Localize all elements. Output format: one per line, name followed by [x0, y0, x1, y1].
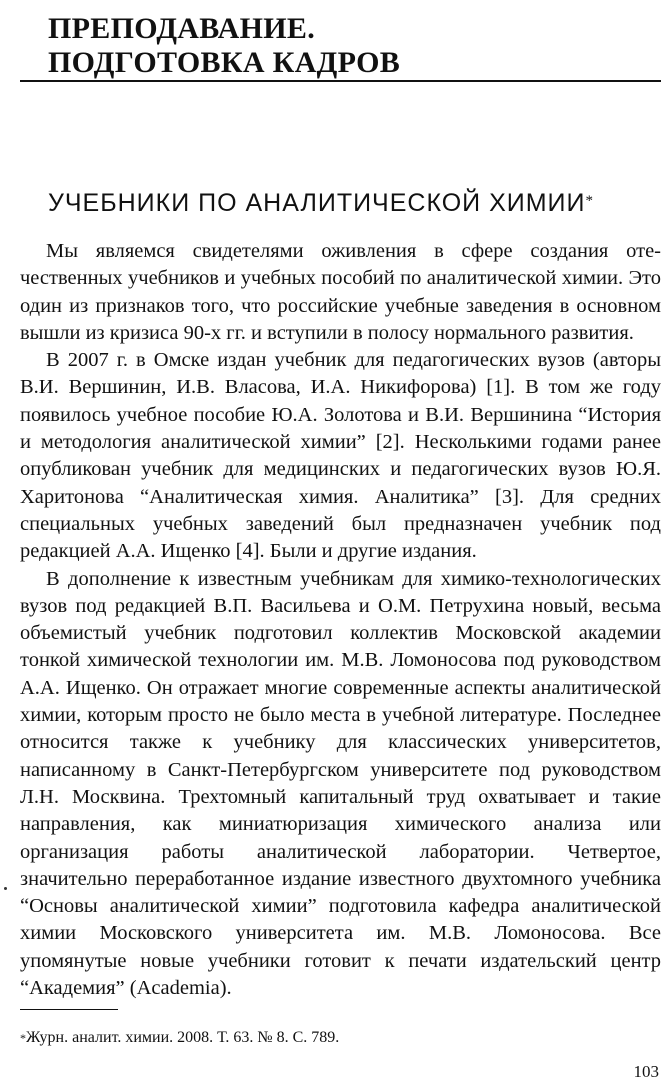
footnote-marker: * — [20, 1031, 26, 1045]
header-rule — [20, 80, 661, 82]
article-title — [48, 188, 658, 218]
section-title-line-1: ПРЕПОДАВАНИЕ. — [48, 12, 316, 45]
section-header — [48, 12, 648, 80]
article-title-footnote-marker: * — [585, 193, 594, 209]
footnote-text: Журн. аналит. химии. 2008. Т. 63. № 8. С. 789. — [26, 1029, 340, 1046]
paragraph-3: В дополнение к известным учебникам для химико-технологических вузов под редакцией В.П. Васильева и О.М. Петрухина новый, весьма объемистый учебник подготовил коллектив Московской академии тонкой химической технологии им. М.В. Ломоносова под руководством А.А. Ищенко. Он отражает многие современные аспекты аналитической химии, которым просто не было места в учебной литературе. Последнее относится также к учебнику для классических университетов, написанному в Санкт-Петербургском университете под руководством Л.Н. Москвина. Трехтомный капитальный труд охватывает и такие направления, как миниатюризация химического анализа или организация работы аналитической лаборатории. Четвертое, значительно переработанное издание известного двухтомного учебника “Основы аналитической химии” подготовила кафедра аналитической химии Московского университета им. М.В. Ломоносова. Все упомянутые новые учебники готовит к печати издательский центр “Академия” (Academia). — [20, 567, 661, 1000]
paragraph-1: Мы являемся свидетелями оживления в сфере создания отечественных учебников и учебных пособий по аналитической химии. Это один из признаков того, что российские учебные заведения в основном вышли из кризиса 90-х гг. и вступили в полосу нормального развития. — [20, 240, 661, 344]
footnote — [20, 1028, 339, 1048]
article-title-text: УЧЕБНИКИ ПО АНАЛИТИЧЕСКОЙ ХИМИИ — [48, 189, 586, 217]
margin-mark — [4, 887, 7, 890]
paragraph-2: В 2007 г. в Омске издан учебник для педагогических вузов (авторы В.И. Вершинин, И.В. Власова, И.А. Никифорова) [1]. В том же году появилось учебное пособие Ю.А. Золотова и В.И. Вершинина “История и методология аналитической химии” [2]. Несколькими годами ранее опубликован учебник для медицинских и педагогических вузов Ю.Я. Харитонова “Аналитическая химия. Аналитика” [3]. Для средних специальных учебных заведений был предназначен учебник под редакцией А.А. Ищенко [4]. Были и другие издания. — [20, 349, 661, 563]
article-body — [20, 238, 661, 1002]
page-number: 103 — [633, 1062, 659, 1081]
section-title-line-2: ПОДГОТОВКА КАДРОВ — [48, 46, 401, 79]
footnote-rule — [20, 1009, 118, 1010]
